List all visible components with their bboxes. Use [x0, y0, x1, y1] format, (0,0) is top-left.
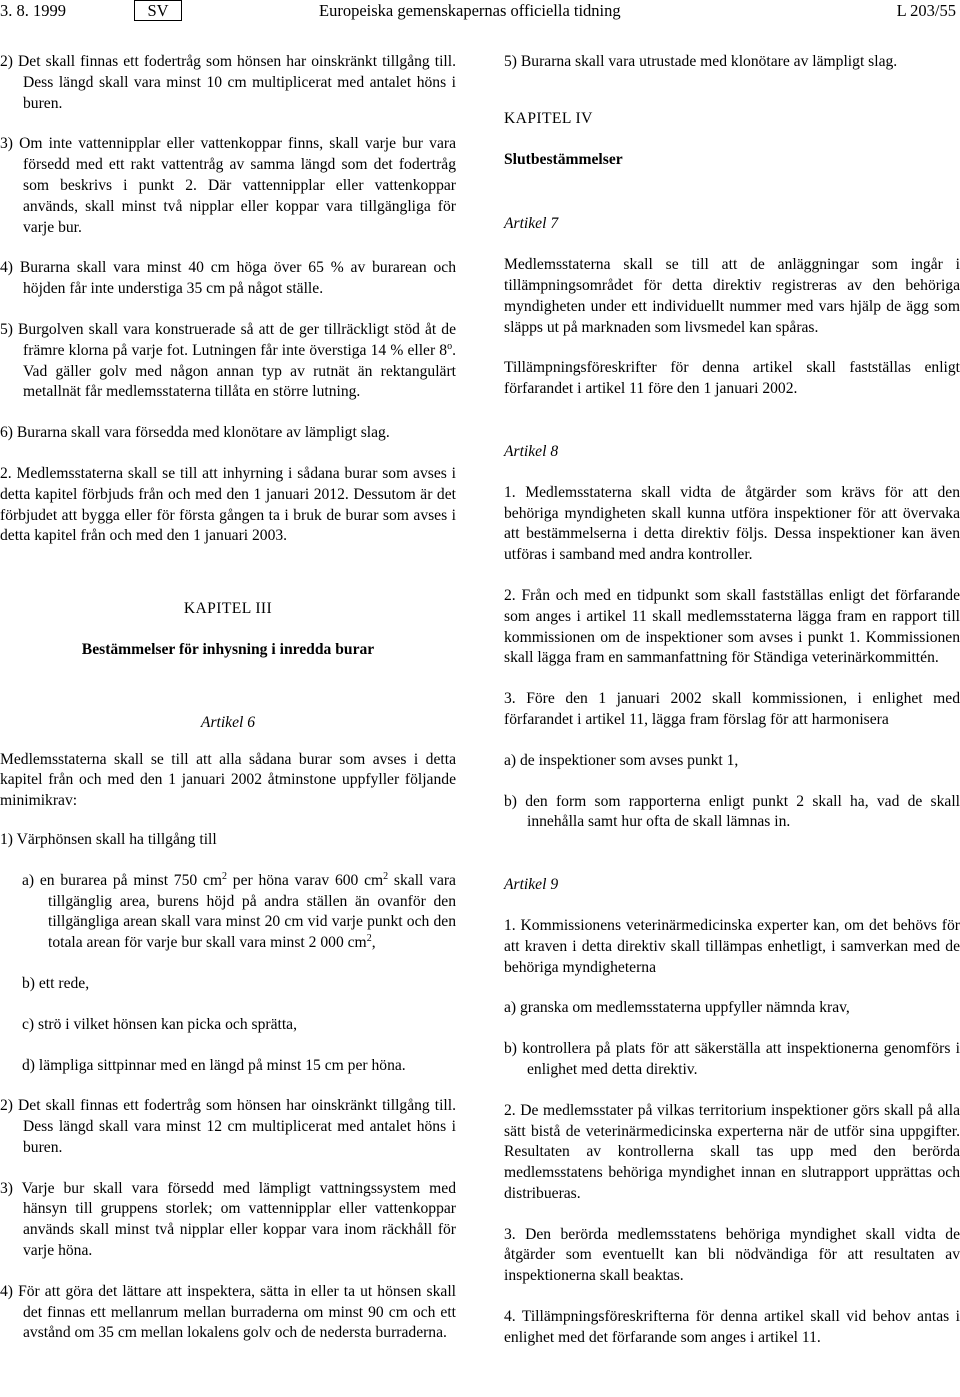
left-point-2: 2) Det skall finnas ett fodertråg som hönsen har oinskränkt tillgång till. Dess längd skall vara minst 10 cm multiplicerat med antalet höns i buren. — [0, 53, 456, 112]
point-1a-text-4: , — [371, 934, 376, 952]
left-point-5-text-a: 5) Burgolven skall vara konstruerade så att de ger tillräckligt stöd åt de främre klorna på varje fot. Lutningen får inte överstiga 14 % eller 8 — [0, 320, 456, 359]
article-8-point-a: a) de inspektioner som avses punkt 1, — [504, 751, 739, 769]
article-9-heading: Artikel 9 — [504, 876, 559, 894]
article-6-point-1c: c) strö i vilket hönsen kan picka och sprätta, — [22, 1015, 297, 1033]
article-6-point-1b: b) ett rede, — [22, 974, 90, 992]
article-6-heading: Artikel 6 — [200, 713, 256, 731]
chapter-4-heading: KAPITEL IV — [504, 109, 593, 127]
article-8-paragraph-3: 3. Före den 1 januari 2002 skall kommissionen, i enlighet med förfarandet i artikel 11, lägga fram förslag för att harmonisera — [504, 690, 960, 728]
article-6-point-4: 4) För att göra det lättare att inspektera, sätta in eller ta ut hönsen skall det finnas ett mellanrum mellan burraderna om minst 90 cm och ett avstånd om 35 cm mellan lokalens golv och de nedersta burraderna. — [0, 1282, 456, 1342]
article-7-paragraph-1: Medlemsstaterna skall se till att de anläggningar som ingår i tillämpningsområdet för detta direktiv registreras av den behöriga myndigheten under ett individuellt nummer med vars hjälp de ägg som släpps ut på marknaden som livsmedel kan spåras. — [504, 256, 960, 336]
article-6-point-2: 2) Det skall finnas ett fodertråg som hönsen har oinskränkt tillgång till. Dess längd skall vara minst 12 cm multiplicerat med antalet höns i buren. — [0, 1097, 456, 1156]
page-header — [0, 0, 960, 24]
article-6-point-1: 1) Värphönsen skall ha tillgång till — [0, 830, 217, 848]
article-6-point-1d: d) lämpliga sittpinnar med en längd på minst 15 cm per höna. — [22, 1056, 406, 1074]
superscript-2: 2 — [383, 870, 389, 882]
point-1a-text-3: skall vara tillgänglig area, burens höjd på andra ställen än ovanför den tillgängliga arean skall vara minst 20 cm vid varje punkt och den totala arean för varje bur skall vara minst 2 000 cm — [48, 871, 456, 952]
article-7-heading: Artikel 7 — [504, 215, 559, 233]
point-1a-text-1: a) en burarea på minst 750 cm — [22, 871, 223, 889]
header-language-code: SV — [134, 0, 182, 21]
article-6-intro: Medlemsstaterna skall se till att alla sådana burar som avses i detta kapitel från och med den 1 januari 2002 åtminstone uppfyller följande minimikrav: — [0, 750, 456, 810]
header-page-number: L 203/55 — [896, 1, 956, 20]
chapter-3-title: Bestämmelser för inhysning i inredda burar — [81, 640, 375, 658]
superscript-2: 2 — [222, 870, 228, 882]
right-point-5: 5) Burarna skall vara utrustade med klonötare av lämpligt slag. — [504, 53, 898, 70]
article-9-paragraph-3: 3. Den berörda medlemsstatens behöriga myndighet skall vidta de åtgärder som eventuellt kan bli nödvändiga för att resultaten av inspektionerna skall beaktas. — [504, 1225, 960, 1285]
left-point-5-text-b: . Vad gäller golv med någon annan typ av rutnät än rektangulärt metallnät får medlemsstaterna tillåta en större lutning. — [23, 341, 456, 401]
article-9-paragraph-1: 1. Kommissionens veterinärmedicinska experter kan, om det behövs för att kraven i detta direktiv skall tillämpas enhetligt, i samverkan med de behöriga myndigheterna — [504, 916, 960, 976]
article-9-point-a: a) granska om medlemsstaterna uppfyller nämnda krav, — [504, 999, 850, 1017]
header-journal-title: Europeiska gemenskapernas officiella tidning — [319, 1, 621, 20]
article-6-point-3: 3) Varje bur skall vara försedd med lämpligt vattningssystem med hänsyn till gruppens storlek; om vattennipplar eller vattenkoppar används skall minst två nipplar eller koppar vara inom räckhåll för varje höna. — [0, 1179, 456, 1260]
right-column — [504, 40, 960, 1349]
article-9-paragraph-2: 2. De medlemsstater på vilkas territorium inspektioner görs skall på alla sätt bistå de veterinärmedicinska experterna när de utför sina uppgifter. Resultaten av kontrollerna skall tas upp med den berörda medlemsstatens behöriga myndighet innan en slutrapport upprättas och distribueras. — [504, 1101, 960, 1202]
chapter-4-title: Slutbestämmelser — [504, 150, 623, 168]
article-8-point-b: b) den form som rapporterna enligt punkt 2 skall ha, vad de skall innehålla samt hur ofta de skall lämnas in. — [504, 792, 960, 831]
article-8-paragraph-1: 1. Medlemsstaterna skall vidta de åtgärder som krävs för att den behöriga myndigheten skall kunna utföra inspektioner för att övervaka att bestämmelserna i detta direktiv följs. Dessa inspektioner kan även utföras i samband med andra kontroller. — [504, 483, 960, 564]
article-9-paragraph-4: 4. Tillämpningsföreskrifterna för denna artikel skall vid behov antas i enlighet med det förfarande som anges i artikel 11. — [504, 1308, 960, 1346]
left-point-4: 4) Burarna skall vara minst 40 cm höga över 65 % av burarean och höjden får inte understiga 35 cm på något ställe. — [0, 259, 456, 298]
left-point-3: 3) Om inte vattennipplar eller vattenkoppar finns, skall varje bur vara försedd med ett rakt vattentråg av samma längd som det fodertråg som beskrivs i punkt 2. Där vattennipplar eller vattenkoppar används, skall minst två nipplar eller koppar vara tillgängliga för varje bur. — [0, 135, 456, 236]
header-date: 3. 8. 1999 — [0, 1, 66, 20]
superscript-2: 2 — [366, 932, 372, 944]
left-column — [0, 40, 456, 1344]
article-7-paragraph-2: Tillämpningsföreskrifter för denna artikel skall fastställas enligt förfarandet i artikel 11 före den 1 januari 2002. — [504, 359, 960, 398]
degree-sign: o — [447, 340, 453, 352]
left-point-5 — [0, 320, 456, 403]
left-paragraph-2: 2. Medlemsstaterna skall se till att inhyrning i sådana burar som avses i detta kapitel förbjuds från och med den 1 januari 2012. Dessutom är det förbjudet att bygga eller för första gången ta i bruk de burar som avses i detta kapitel från och med den 1 januari 2003. — [0, 464, 456, 545]
left-point-6: 6) Burarna skall vara försedda med klonötare av lämpligt slag. — [0, 424, 390, 442]
article-6-point-1a — [0, 871, 456, 954]
article-8-heading: Artikel 8 — [504, 442, 559, 460]
article-8-paragraph-2: 2. Från och med en tidpunkt som skall fastställas enligt det förfarande som anges i artikel 11 skall medlemsstaterna lägga fram en rapport till kommissionen om de inspektioner som avses i punkt 1. Kommissionen skall lägga fram en sammanfattning för Ständiga veterinärkommittén. — [504, 586, 960, 667]
point-1a-text-2: per höna varav 600 cm — [227, 871, 384, 889]
chapter-3-heading: KAPITEL III — [183, 600, 273, 618]
article-9-point-b: b) kontrollera på plats för att säkerställa att inspektionerna genomförs i enlighet med detta direktiv. — [504, 1040, 960, 1078]
